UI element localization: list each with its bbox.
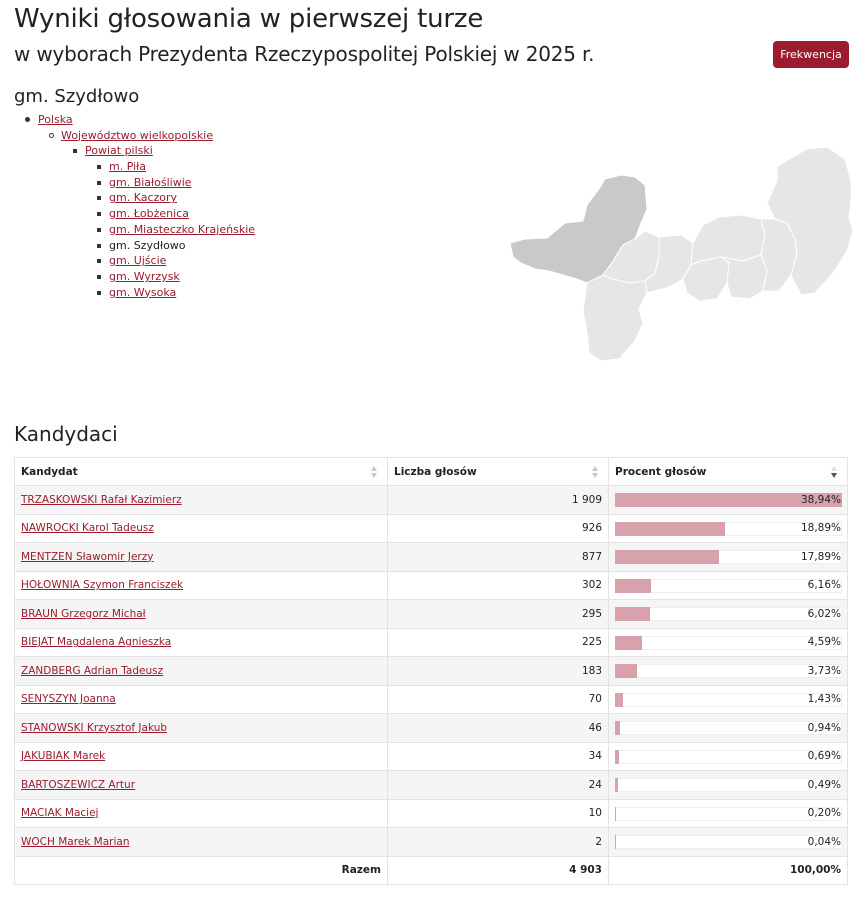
percent-bar-fill [615, 835, 616, 849]
table-row [15, 799, 848, 828]
votes-cell: 46 [388, 714, 609, 743]
area-name: gm. Szydłowo [14, 86, 140, 107]
percent-value: 38,94% [800, 493, 841, 506]
tree-item-commune [0, 159, 255, 175]
sort-desc-icon [831, 466, 838, 478]
percent-value: 0,69% [807, 750, 841, 763]
percent-cell [609, 714, 848, 743]
tree-item-county [0, 143, 255, 159]
percent-value: 0,04% [807, 835, 841, 848]
commune-link[interactable]: gm. Wysoka [109, 285, 177, 299]
candidate-cell [15, 657, 388, 686]
percent-bar-fill [615, 778, 618, 792]
percent-cell [609, 628, 848, 657]
column-label-votes: Liczba głosów [394, 465, 477, 478]
votes-cell: 10 [388, 799, 609, 828]
commune-link[interactable]: gm. Kaczory [109, 191, 178, 205]
percent-bar-fill [615, 750, 619, 764]
percent-cell [609, 543, 848, 572]
percent-cell [609, 514, 848, 543]
bullet-square [97, 196, 101, 200]
county-map [505, 143, 855, 365]
percent-cell [609, 742, 848, 771]
candidate-link[interactable]: BRAUN Grzegorz Michał [21, 607, 146, 620]
votes-cell: 24 [388, 771, 609, 800]
sort-icon [592, 466, 599, 478]
candidate-link[interactable]: BARTOSZEWICZ Artur [21, 778, 136, 791]
percent-cell [609, 799, 848, 828]
bullet-square [97, 244, 101, 248]
candidate-link[interactable]: STANOWSKI Krzysztof Jakub [21, 721, 168, 734]
commune-link[interactable]: gm. Wyrzysk [109, 269, 180, 283]
sort-icon [371, 466, 378, 478]
results-table [14, 457, 848, 885]
percent-cell [609, 657, 848, 686]
candidate-link[interactable]: MENTZEN Sławomir Jerzy [21, 550, 154, 563]
tree-item-voivodeship [0, 128, 255, 144]
column-header-percent[interactable] [609, 458, 848, 486]
percent-value: 0,20% [807, 807, 841, 820]
percent-bar-fill [615, 607, 650, 621]
tree-item-country [0, 112, 255, 128]
tree-item-commune [0, 206, 255, 222]
candidate-cell [15, 543, 388, 572]
bullet-disc [25, 117, 30, 122]
votes-cell: 302 [388, 571, 609, 600]
results-body [15, 486, 848, 857]
bullet-square [97, 165, 101, 169]
candidate-cell [15, 828, 388, 857]
candidate-link[interactable]: WOCH Marek Marian [21, 835, 130, 848]
candidate-link[interactable]: MACIAK Maciej [21, 807, 99, 820]
percent-value: 6,16% [807, 579, 841, 592]
turnout-button[interactable]: Frekwencja [773, 41, 849, 68]
votes-cell: 926 [388, 514, 609, 543]
candidate-cell [15, 600, 388, 629]
percent-bar-fill [615, 807, 616, 821]
bullet-square [97, 275, 101, 279]
bullet-square [97, 181, 101, 185]
table-row [15, 486, 848, 515]
tree-item-commune [0, 285, 255, 301]
percent-cell [609, 486, 848, 515]
percent-cell [609, 685, 848, 714]
commune-link[interactable]: gm. Miasteczko Krajeńskie [109, 222, 256, 236]
table-row [15, 657, 848, 686]
votes-cell: 183 [388, 657, 609, 686]
table-row [15, 714, 848, 743]
map-region-pila[interactable] [583, 275, 647, 361]
county-link[interactable]: Powiat pilski [85, 144, 153, 158]
percent-value: 18,89% [800, 522, 841, 535]
bullet-square [97, 291, 101, 295]
commune-link[interactable]: m. Piła [109, 160, 147, 174]
votes-cell: 2 [388, 828, 609, 857]
bullet-square [97, 228, 101, 232]
votes-cell: 1 909 [388, 486, 609, 515]
tree-item-commune [0, 190, 255, 206]
votes-cell: 34 [388, 742, 609, 771]
bullet-square [97, 259, 101, 263]
column-label-percent: Procent głosów [615, 465, 707, 478]
percent-value: 0,94% [807, 721, 841, 734]
table-row [15, 543, 848, 572]
percent-value: 3,73% [807, 664, 841, 677]
table-row [15, 514, 848, 543]
breadcrumb-tree [0, 112, 255, 300]
candidate-cell [15, 486, 388, 515]
tree-item-commune [0, 222, 255, 238]
commune-link[interactable]: gm. Ujście [109, 254, 167, 268]
table-row [15, 742, 848, 771]
commune-link[interactable]: gm. Łobżenica [109, 207, 189, 221]
candidate-link[interactable]: NAWROCKI Karol Tadeusz [21, 522, 154, 535]
candidate-cell [15, 571, 388, 600]
commune-link[interactable]: gm. Białośliwie [109, 175, 192, 189]
percent-value: 6,02% [807, 607, 841, 620]
tree-item-commune [0, 269, 255, 285]
percent-value: 1,43% [807, 693, 841, 706]
percent-cell [609, 771, 848, 800]
commune-current: gm. Szydłowo [109, 238, 186, 252]
total-row [15, 856, 848, 885]
percent-value: 4,59% [807, 636, 841, 649]
percent-bar-fill [615, 693, 623, 707]
page-title: Wyniki głosowania w pierwszej turze [14, 4, 484, 34]
candidate-cell [15, 771, 388, 800]
table-row [15, 771, 848, 800]
percent-cell [609, 828, 848, 857]
candidate-link[interactable]: ZANDBERG Adrian Tadeusz [21, 664, 164, 677]
column-header-votes[interactable] [388, 458, 609, 486]
map-region-wyrzysk[interactable] [721, 255, 767, 299]
percent-bar-fill [615, 721, 620, 735]
voivodeship-link[interactable]: Województwo wielkopolskie [61, 128, 214, 142]
votes-cell: 295 [388, 600, 609, 629]
table-row [15, 628, 848, 657]
percent-bar-fill [615, 550, 719, 564]
percent-bar-fill [615, 636, 642, 650]
candidate-cell [15, 714, 388, 743]
percent-bar-fill [615, 522, 725, 536]
votes-cell: 877 [388, 543, 609, 572]
candidate-link[interactable]: JAKUBIAK Marek [21, 750, 106, 763]
votes-cell: 70 [388, 685, 609, 714]
bullet-square [73, 149, 77, 153]
percent-bar-fill [615, 579, 651, 593]
commune-list [0, 159, 255, 300]
percent-cell [609, 571, 848, 600]
bullet-circle [49, 133, 54, 138]
page-subtitle: w wyborach Prezydenta Rzeczypospolitej Polskiej w 2025 r. [14, 42, 595, 66]
candidates-heading: Kandydaci [14, 422, 118, 446]
total-label: Razem [15, 856, 388, 885]
candidate-link[interactable]: SENYSZYN Joanna [21, 693, 116, 706]
total-percent: 100,00% [609, 856, 848, 885]
candidate-cell [15, 742, 388, 771]
candidate-link[interactable]: HOŁOWNIA Szymon Franciszek [21, 579, 184, 592]
candidate-cell [15, 628, 388, 657]
total-votes: 4 903 [388, 856, 609, 885]
bullet-square [97, 212, 101, 216]
candidate-cell [15, 685, 388, 714]
candidate-link[interactable]: BIEJAT Magdalena Agnieszka [21, 636, 172, 649]
table-row [15, 571, 848, 600]
column-label-candidate: Kandydat [21, 465, 78, 478]
column-header-candidate[interactable] [15, 458, 388, 486]
candidate-cell [15, 799, 388, 828]
tree-item-commune [0, 175, 255, 191]
tree-item-commune [0, 238, 255, 254]
candidate-cell [15, 514, 388, 543]
country-link[interactable]: Polska [38, 113, 73, 126]
votes-cell: 225 [388, 628, 609, 657]
tree-item-commune [0, 253, 255, 269]
percent-value: 17,89% [800, 550, 841, 563]
percent-bar-fill [615, 664, 637, 678]
table-row [15, 828, 848, 857]
table-row [15, 600, 848, 629]
percent-cell [609, 600, 848, 629]
candidate-link[interactable]: TRZASKOWSKI Rafał Kazimierz [21, 493, 182, 506]
percent-value: 0,49% [807, 778, 841, 791]
table-row [15, 685, 848, 714]
